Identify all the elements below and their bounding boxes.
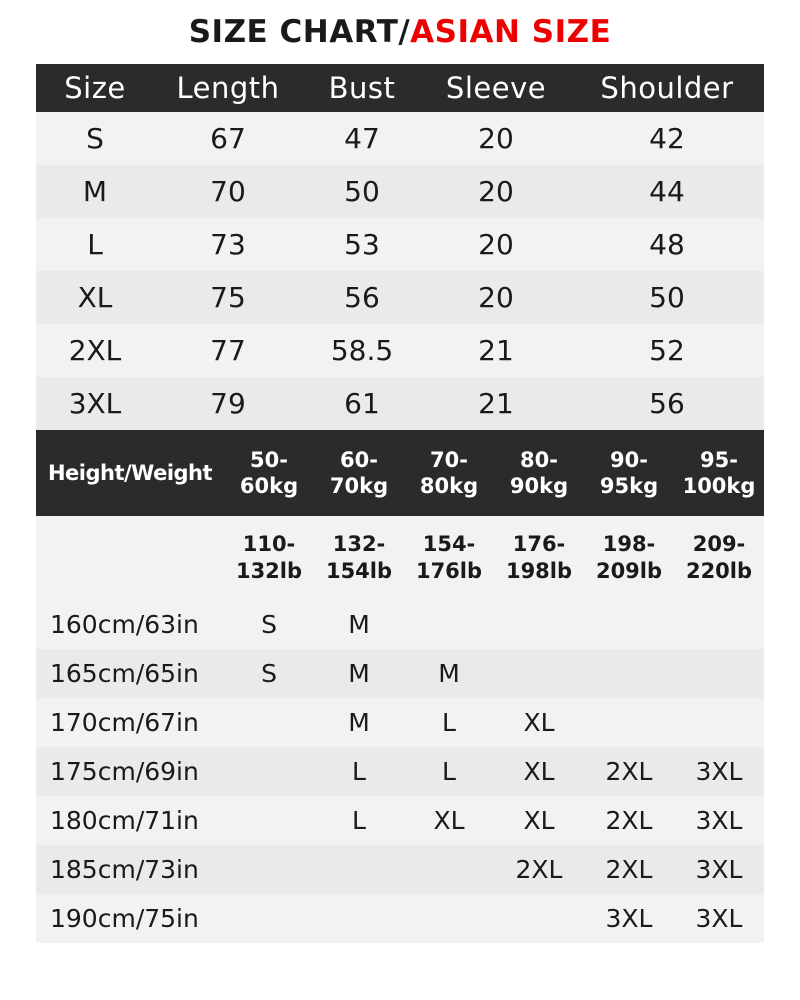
cell-bust: 47 — [302, 112, 422, 165]
matrix-row — [36, 649, 764, 698]
matrix-cell: XL — [494, 747, 584, 796]
weight-lb-line2: 198lb — [505, 559, 573, 583]
cell-bust: 58.5 — [302, 324, 422, 377]
weight-kg-line1: 90- — [610, 447, 648, 472]
matrix-cell: L — [314, 747, 404, 796]
weight-lb-line1: 198- — [602, 531, 656, 556]
cell-sleeve: 21 — [422, 324, 570, 377]
matrix-cell — [494, 600, 584, 649]
matrix-cell: M — [404, 649, 494, 698]
cell-shoulder: 52 — [570, 324, 764, 377]
matrix-cell — [674, 698, 764, 747]
cell-bust: 53 — [302, 218, 422, 271]
weight-kg-line2: 70kg — [329, 474, 389, 498]
matrix-row — [36, 894, 764, 943]
weight-kg-line1: 60- — [340, 447, 378, 472]
weight-kg-line2: 80kg — [419, 474, 479, 498]
weight-kg-line2: 90kg — [509, 474, 569, 498]
matrix-cell: M — [314, 649, 404, 698]
table-row — [36, 165, 764, 218]
weight-lb-line2: 154lb — [325, 559, 393, 583]
matrix-cell — [674, 600, 764, 649]
page-title — [0, 0, 800, 64]
matrix-cell — [404, 845, 494, 894]
weight-lb-line1: 209- — [692, 531, 746, 556]
matrix-cell — [674, 649, 764, 698]
matrix-cell — [494, 649, 584, 698]
matrix-row — [36, 845, 764, 894]
matrix-cell: XL — [494, 698, 584, 747]
weight-kg-line1: 80- — [520, 447, 558, 472]
height-weight-header-table — [36, 430, 764, 600]
weight-kg-row — [36, 430, 764, 516]
weight-lb-line1: 176- — [512, 531, 566, 556]
cell-size: XL — [36, 271, 154, 324]
matrix-cell — [404, 894, 494, 943]
cell-shoulder: 42 — [570, 112, 764, 165]
matrix-cell: XL — [404, 796, 494, 845]
height-weight-label: Height/Weight — [36, 430, 224, 516]
weight-kg-line2: 100kg — [682, 474, 756, 498]
table-row — [36, 271, 764, 324]
matrix-cell — [224, 747, 314, 796]
table-row — [36, 377, 764, 430]
matrix-height-label: 185cm/73in — [36, 845, 224, 894]
weight-lb-row — [36, 516, 764, 600]
matrix-cell: L — [314, 796, 404, 845]
weight-lb-line2: 132lb — [235, 559, 303, 583]
matrix-cell — [314, 894, 404, 943]
cell-length: 73 — [154, 218, 302, 271]
page-title-red: ASIAN SIZE — [410, 14, 612, 50]
matrix-cell — [224, 845, 314, 894]
matrix-row — [36, 600, 764, 649]
weight-kg-line1: 70- — [430, 447, 468, 472]
matrix-height-label: 160cm/63in — [36, 600, 224, 649]
weight-lb-line2: 209lb — [595, 559, 663, 583]
cell-shoulder: 50 — [570, 271, 764, 324]
matrix-cell: 3XL — [674, 845, 764, 894]
matrix-cell — [314, 845, 404, 894]
weight-lb-line2: 176lb — [415, 559, 483, 583]
matrix-cell: M — [314, 600, 404, 649]
weight-kg-line1: 50- — [250, 447, 288, 472]
matrix-cell: 2XL — [584, 796, 674, 845]
table-header-row — [36, 64, 764, 112]
matrix-height-label: 175cm/69in — [36, 747, 224, 796]
matrix-cell: 2XL — [584, 747, 674, 796]
weight-lb-cell — [584, 516, 674, 600]
cell-size: S — [36, 112, 154, 165]
matrix-cell — [584, 649, 674, 698]
weight-kg-cell — [494, 430, 584, 516]
size-recommendation-matrix — [36, 600, 764, 943]
matrix-cell — [224, 894, 314, 943]
weight-lb-line1: 110- — [242, 531, 296, 556]
cell-bust: 56 — [302, 271, 422, 324]
weight-kg-cell — [674, 430, 764, 516]
matrix-height-label: 170cm/67in — [36, 698, 224, 747]
matrix-cell: 3XL — [584, 894, 674, 943]
matrix-cell: S — [224, 600, 314, 649]
matrix-cell — [584, 698, 674, 747]
weight-kg-line2: 95kg — [599, 474, 659, 498]
matrix-row — [36, 796, 764, 845]
weight-lb-line1: 132- — [332, 531, 386, 556]
matrix-cell: 3XL — [674, 894, 764, 943]
matrix-cell — [494, 894, 584, 943]
weight-kg-cell — [224, 430, 314, 516]
weight-kg-cell — [404, 430, 494, 516]
matrix-row — [36, 698, 764, 747]
cell-bust: 61 — [302, 377, 422, 430]
matrix-cell: 3XL — [674, 747, 764, 796]
weight-lb-line2: 220lb — [685, 559, 753, 583]
weight-lb-cell — [224, 516, 314, 600]
matrix-cell: 2XL — [584, 845, 674, 894]
matrix-cell — [224, 698, 314, 747]
cell-shoulder: 44 — [570, 165, 764, 218]
weight-kg-line2: 60kg — [239, 474, 299, 498]
matrix-cell: XL — [494, 796, 584, 845]
weight-kg-line1: 95- — [700, 447, 738, 472]
cell-sleeve: 21 — [422, 377, 570, 430]
matrix-cell: L — [404, 747, 494, 796]
matrix-cell: 2XL — [494, 845, 584, 894]
table-row — [36, 218, 764, 271]
weight-lb-cell — [404, 516, 494, 600]
cell-length: 75 — [154, 271, 302, 324]
matrix-cell — [404, 600, 494, 649]
column-header-shoulder: Shoulder — [570, 64, 764, 112]
cell-size: 3XL — [36, 377, 154, 430]
cell-sleeve: 20 — [422, 271, 570, 324]
cell-length: 67 — [154, 112, 302, 165]
weight-kg-cell — [314, 430, 404, 516]
page-title-black: SIZE CHART/ — [188, 14, 411, 50]
column-header-size: Size — [36, 64, 154, 112]
weight-lb-spacer — [36, 516, 224, 600]
cell-bust: 50 — [302, 165, 422, 218]
matrix-cell: L — [404, 698, 494, 747]
matrix-cell: M — [314, 698, 404, 747]
matrix-height-label: 165cm/65in — [36, 649, 224, 698]
cell-sleeve: 20 — [422, 112, 570, 165]
cell-size: L — [36, 218, 154, 271]
matrix-height-label: 180cm/71in — [36, 796, 224, 845]
weight-kg-cell — [584, 430, 674, 516]
weight-lb-line1: 154- — [422, 531, 476, 556]
cell-size: 2XL — [36, 324, 154, 377]
matrix-cell — [224, 796, 314, 845]
cell-sleeve: 20 — [422, 165, 570, 218]
size-measurement-table — [36, 64, 764, 430]
weight-lb-cell — [494, 516, 584, 600]
matrix-cell: 3XL — [674, 796, 764, 845]
table-row — [36, 324, 764, 377]
matrix-cell — [584, 600, 674, 649]
table-row — [36, 112, 764, 165]
matrix-row — [36, 747, 764, 796]
cell-length: 79 — [154, 377, 302, 430]
column-header-bust: Bust — [302, 64, 422, 112]
column-header-sleeve: Sleeve — [422, 64, 570, 112]
cell-shoulder: 48 — [570, 218, 764, 271]
cell-length: 77 — [154, 324, 302, 377]
column-header-length: Length — [154, 64, 302, 112]
cell-shoulder: 56 — [570, 377, 764, 430]
weight-lb-cell — [314, 516, 404, 600]
cell-size: M — [36, 165, 154, 218]
cell-length: 70 — [154, 165, 302, 218]
matrix-cell: S — [224, 649, 314, 698]
matrix-height-label: 190cm/75in — [36, 894, 224, 943]
weight-lb-cell — [674, 516, 764, 600]
cell-sleeve: 20 — [422, 218, 570, 271]
